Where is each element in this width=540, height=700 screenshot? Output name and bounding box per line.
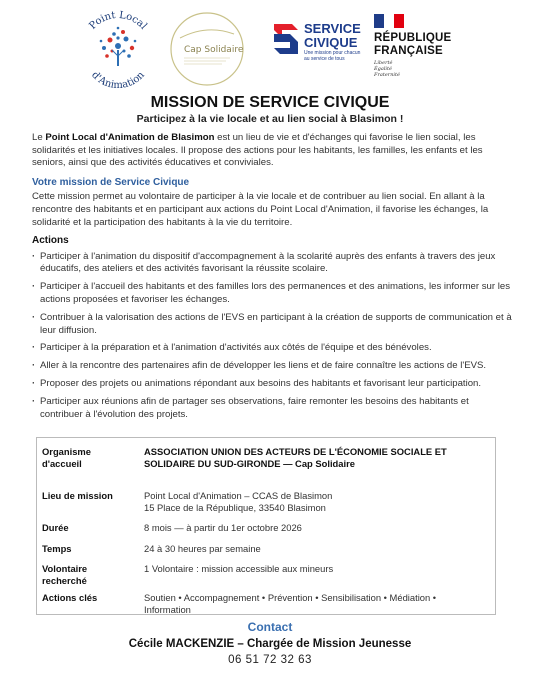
lieu-line1: Point Local d'Animation – CCAS de Blasimon	[144, 490, 333, 501]
mission-heading: Votre mission de Service Civique	[32, 176, 190, 188]
main-content	[32, 132, 512, 427]
republique-francaise-logo	[372, 12, 482, 88]
intro-paragraph	[32, 132, 512, 170]
lieu-label: Lieu de mission	[42, 490, 113, 501]
cap-solidaire-logo	[168, 10, 246, 88]
service-civique-title	[304, 22, 361, 50]
page-subtitle: Participez à la vie locale et au lien social à Blasimon !	[136, 113, 404, 125]
mission-text: Cette mission permet au volontaire de participer à la vie locale et de contribuer au lien social. En allant à la rencontre des habitants et en participant aux actions du Point Local d'Animation, il favorise les échanges, la solidarité et la participation des habitants à la vie du territoire.	[32, 191, 489, 228]
cap-solidaire-name: Cap Solidaire	[184, 45, 244, 55]
list-item: · Aller à la rencontre des partenaires afin de développer les liens et de faire connaître les actions de l'EVS.	[32, 360, 512, 373]
svg-text:d'Animation	[89, 69, 147, 91]
actions-cles-label: Actions clés	[42, 592, 98, 603]
list-item: · Participer à la préparation et à l'animation d'activités aux côtés de l'équipe et des bénévoles.	[32, 342, 512, 355]
cap-solidaire-circle-icon	[168, 10, 246, 88]
service-civique-line1: SERVICE	[304, 21, 361, 36]
actions-list	[32, 251, 512, 422]
contact-block	[0, 620, 540, 666]
page-title: MISSION DE SERVICE CIVIQUE	[150, 94, 390, 111]
intro-rest: est un lieu de vie et d'échanges qui favorise le lien social, les solidarités et les initiatives locales. Il propose des actions pour les habitants, les familles, les enfants et les seniors, ainsi que des activités éducatives et conviviales.	[32, 132, 483, 169]
logo-row	[0, 4, 540, 94]
service-civique-line2: CIVIQUE	[304, 35, 358, 50]
motto-egalite: Égalité	[374, 66, 392, 72]
volontaire-label: Volontaire recherché	[42, 563, 88, 586]
tree-icon	[74, 6, 162, 94]
list-item: · Participer aux réunions afin de partager ses observations, faire remonter les besoins des habitants et contribuer à l'évolution des projets.	[32, 396, 512, 421]
intro-bold-name: Point Local d'Animation de Blasimon	[45, 132, 215, 143]
intro-prefix: Le	[32, 132, 46, 143]
motto-fraternite: Fraternité	[374, 72, 400, 78]
republique-line1: RÉPUBLIQUE	[374, 32, 452, 44]
contact-phone[interactable]: 06 51 72 32 63	[228, 654, 312, 666]
list-item: · Participer à l'animation du dispositif d'accompagnement à la scolarité auprès des enfants à travers des jeux éducatifs, des ateliers et des activités favorisant la réussite scolaire.	[32, 251, 512, 276]
duree-label: Durée	[42, 522, 69, 533]
lieu-line2: 15 Place de la République, 33540 Blasimon	[144, 501, 326, 513]
volontaire-value: 1 Volontaire : mission accessible aux mineurs	[144, 563, 334, 574]
service-civique-tagline: Une mission pour chacun au service de tous	[304, 50, 361, 62]
duree-value: 8 mois — à partir du 1er octobre 2026	[144, 522, 302, 533]
point-local-line2: d'Animation	[89, 69, 147, 92]
service-civique-mark-icon	[270, 20, 302, 60]
actions-heading: Actions	[32, 235, 69, 247]
service-civique-logo	[270, 16, 370, 76]
french-flag-icon	[374, 14, 404, 28]
actions-cles-value: Soutien • Accompagnement • Prévention • Sensibilisation • Médiation • Information	[144, 592, 437, 615]
motto-liberte: Liberté	[374, 60, 393, 66]
republique-line2: FRANÇAISE	[374, 45, 443, 57]
list-item: · Proposer des projets ou animations répondant aux besoins des habitants et favorisant leur participation.	[32, 378, 512, 391]
republique-motto	[374, 60, 400, 78]
list-item: · Contribuer à la valorisation des actions de l'EVS en participant à la création de supports de communication et à leur diffusion.	[32, 312, 512, 337]
contact-name: Cécile MACKENZIE – Chargée de Mission Jeunesse	[128, 638, 412, 650]
point-local-logo	[74, 6, 162, 94]
organisme-value: ASSOCIATION UNION DES ACTEURS DE L'ÉCONOMIE SOCIALE ET SOLIDAIRE DU SUD-GIRONDE — Cap Solidaire	[144, 446, 447, 469]
contact-heading: Contact	[247, 620, 293, 634]
list-item: · Participer à l'accueil des habitants et des familles lors des permanences et des animations, les informer sur les actions proposées et favoriser les échanges.	[32, 281, 512, 306]
temps-label: Temps	[42, 543, 72, 554]
lieu-value	[144, 490, 484, 513]
mission-info-box	[36, 437, 496, 615]
point-local-line1: Point Local	[87, 9, 149, 32]
temps-value: 24 à 30 heures par semaine	[144, 543, 261, 554]
organisme-label: Organisme d'accueil	[42, 446, 91, 469]
